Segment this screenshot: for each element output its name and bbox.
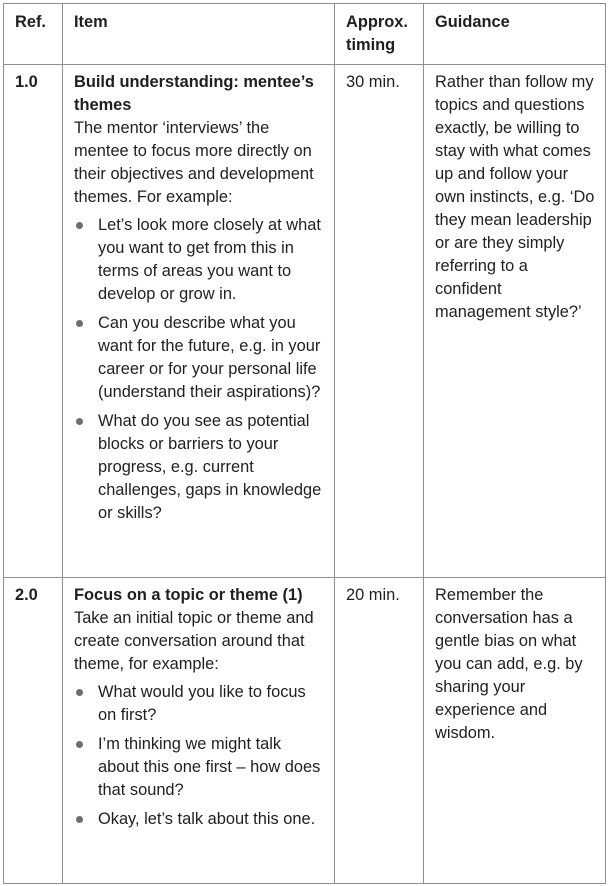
bullet-icon xyxy=(76,418,83,425)
list-item xyxy=(74,733,326,802)
list-item xyxy=(74,410,326,525)
row-timing: 30 min. xyxy=(335,65,424,578)
question-list xyxy=(74,681,326,831)
list-item xyxy=(74,214,326,306)
bullet-icon xyxy=(76,320,83,327)
list-item xyxy=(74,312,326,404)
bullet-icon xyxy=(76,689,83,696)
list-item-text: What would you like to focus on first? xyxy=(98,683,306,724)
bullet-icon xyxy=(76,741,83,748)
row-ref: 1.0 xyxy=(4,65,63,578)
table-row xyxy=(4,65,606,578)
question-list xyxy=(74,214,326,525)
list-item-text: Let’s look more closely at what you want to get from this in terms of areas you want to develop or grow in. xyxy=(98,216,321,303)
row-item xyxy=(63,65,335,578)
item-description: Take an initial topic or theme and create conversation around that theme, for example: xyxy=(74,609,314,673)
table-row xyxy=(4,578,606,884)
item-title: Focus on a topic or theme (1) xyxy=(74,586,303,604)
list-item-text: Okay, let’s talk about this one. xyxy=(98,810,316,828)
row-timing: 20 min. xyxy=(335,578,424,884)
row-guidance: Rather than follow my topics and questions exactly, be willing to stay with what comes up and follow your own instincts, e.g. ‘Do they mean leadership or are they simply referring to a confident management style?’ xyxy=(424,65,606,578)
list-item xyxy=(74,808,326,831)
list-item xyxy=(74,681,326,727)
bullet-icon xyxy=(76,222,83,229)
bullet-icon xyxy=(76,816,83,823)
header-row xyxy=(4,4,606,65)
item-title: Build understanding: mentee’s themes xyxy=(74,73,314,114)
item-description: The mentor ‘interviews’ the mentee to focus more directly on their objectives and development themes. For example: xyxy=(74,119,314,206)
header-ref: Ref. xyxy=(4,4,63,65)
row-guidance: Remember the conversation has a gentle bias on what you can add, e.g. by sharing your experience and wisdom. xyxy=(424,578,606,884)
row-ref: 2.0 xyxy=(4,578,63,884)
header-timing: Approx. timing xyxy=(335,4,424,65)
mentoring-guide-table xyxy=(3,3,606,884)
list-item-text: Can you describe what you want for the future, e.g. in your career or for your personal life (understand their aspirations)? xyxy=(98,314,321,401)
list-item-text: I’m thinking we might talk about this one first – how does that sound? xyxy=(98,735,321,799)
header-item: Item xyxy=(63,4,335,65)
list-item-text: What do you see as potential blocks or barriers to your progress, e.g. current challenges, gaps in knowledge or skills? xyxy=(98,412,322,522)
header-guidance: Guidance xyxy=(424,4,606,65)
row-item xyxy=(63,578,335,884)
